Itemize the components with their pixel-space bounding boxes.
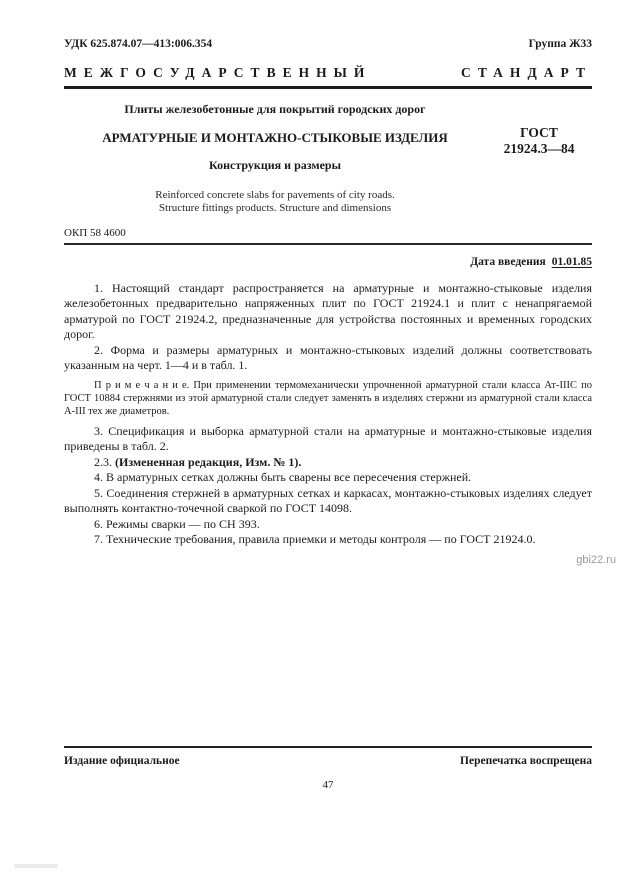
paragraph-5: 5. Соединения стержней в арматурных сетках и каркасах, монтажно-стыковых изделиях следует выполнять контактно-точечной сваркой по ГОСТ 14098. <box>64 485 592 515</box>
title-column <box>64 89 486 214</box>
standard-caption-word-1: МЕЖГОСУДАРСТВЕННЫЙ <box>64 65 372 80</box>
amendment-prefix: 2.3. <box>94 454 115 469</box>
reprint-note: Перепечатка воспрещена <box>460 755 592 767</box>
note-paragraph: П р и м е ч а н и е. При применении термомеханически упрочненной арматурной стали класса Ат-IIIС по ГОСТ 10884 стержнями из этой арматурной стали следует заменять в изделиях стержни из арматурной стали класса А-III тех же диаметров. <box>64 379 592 417</box>
okp-code: ОКП 58 4600 <box>64 227 126 239</box>
effective-date-value: 01.01.85 <box>551 255 592 268</box>
main-title: АРМАТУРНЫЕ И МОНТАЖНО-СТЫКОВЫЕ ИЗДЕЛИЯ <box>102 130 448 145</box>
okp-divider-thin <box>64 243 592 245</box>
udk-code: УДК 625.874.07—413:006.354 <box>64 38 213 50</box>
site-watermark: gbi22.ru <box>576 554 616 566</box>
page-footer <box>64 746 592 791</box>
footer-notes-row <box>64 748 592 767</box>
gost-label: ГОСТ <box>520 125 558 140</box>
subject-title: Плиты железобетонные для покрытий городских дорог <box>124 102 426 116</box>
amendment-paragraph <box>64 455 592 471</box>
paragraph-2: 2. Форма и размеры арматурных и монтажно-стыковых изделий должны соответствовать указанным на черт. 1—4 и в табл. 1. <box>64 342 592 372</box>
page-content <box>64 0 592 548</box>
english-title-line-2: Structure fittings products. Structure and dimensions <box>158 201 392 214</box>
classification-row <box>64 38 592 50</box>
effective-date-row <box>64 256 592 268</box>
paragraph-7: 7. Технические требования, правила приемки и методы контроля — по ГОСТ 21924.0. <box>94 532 536 546</box>
standard-caption-word-2: СТАНДАРТ <box>461 65 592 80</box>
title-block <box>64 89 592 214</box>
effective-date-label: Дата введения <box>470 255 546 268</box>
scan-artifact-smudge <box>14 864 58 868</box>
body-text <box>64 281 592 548</box>
edition-note: Издание официальное <box>64 755 180 767</box>
paragraph-1: 1. Настоящий стандарт распространяется на арматурные и монтажно-стыковые изделия железобетонных предварительно напряженных плит по ГОСТ 21924.1 и плит с ненапрягаемой арматурой по ГОСТ 21924.2, предназначенные для устройства постоянных и временных городских дорог. <box>64 280 592 341</box>
group-code: Группа Ж33 <box>528 38 592 50</box>
paragraph-4: 4. В арматурных сетках должны быть сварены все пересечения стержней. <box>94 470 472 484</box>
gost-designation <box>486 89 592 214</box>
paragraph-6: 6. Режимы сварки — по СН 393. <box>94 516 260 531</box>
subtitle: Конструкция и размеры <box>209 158 341 172</box>
standard-type-caption <box>64 65 592 81</box>
paragraph-3: 3. Спецификация и выборка арматурной стали на арматурные и монтажно-стыковые изделия приведены в табл. 2. <box>64 423 592 453</box>
english-title-line-1: Reinforced concrete slabs for pavements of city roads. <box>155 189 395 201</box>
amendment-text: (Измененная редакция, Изм. № 1). <box>115 454 302 469</box>
gost-number: 21924.3—84 <box>503 141 575 156</box>
page-number: 47 <box>322 779 334 791</box>
